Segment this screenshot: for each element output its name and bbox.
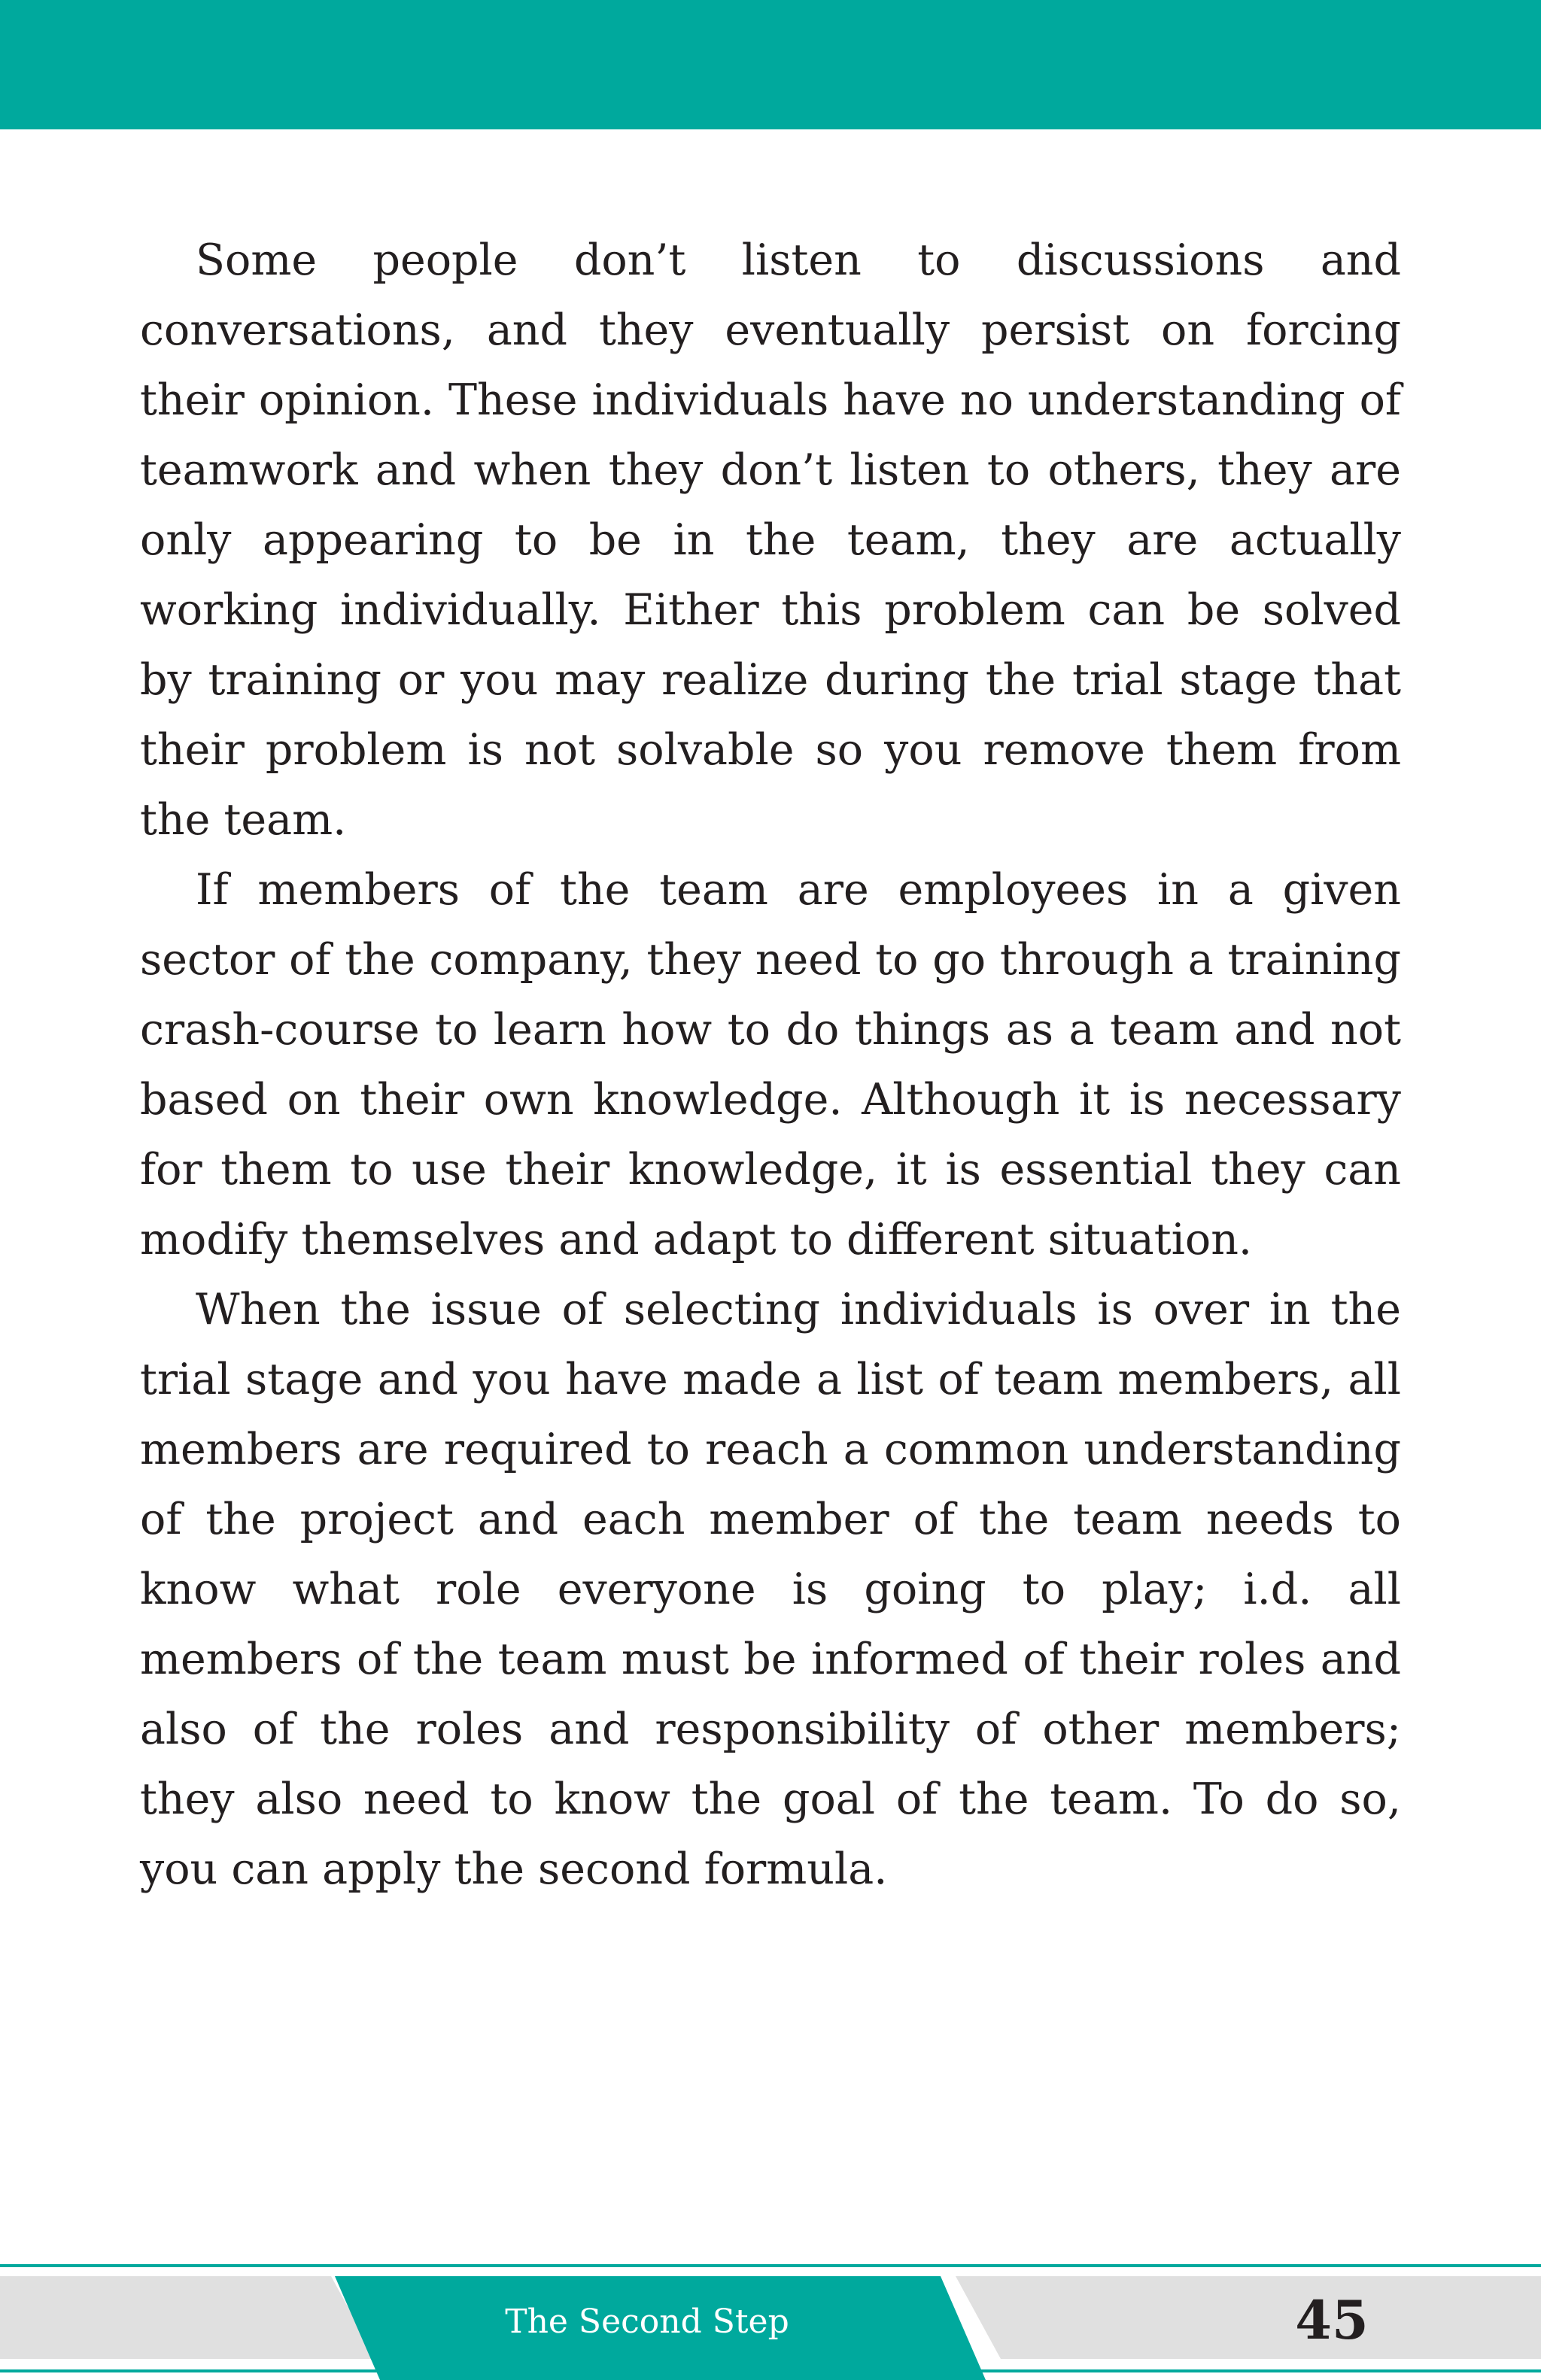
- chapter-title: The Second Step: [505, 2303, 789, 2341]
- header-color-band: [0, 0, 1541, 129]
- paragraph-2: If members of the team are employees in a given sector of the company, they need to go through a training crash-course to learn how to do things as a team and not based on their own knowledge. Although it is necessary for them to use their knowledge, it is essential they can modify themselves and adapt to different situation.: [140, 865, 1401, 1264]
- page-body: [140, 226, 1401, 1905]
- paragraph-1: Some people don’t listen to discussions and conversations, and they eventually persist on forcing their opinion. These individuals have no understanding of teamwork and when they don’t listen to others, they are only appearing to be in the team, they are actually working individually. Either this problem can be solved by training or you may realize during the trial stage that their problem is not solvable so you remove them from the team.: [140, 235, 1401, 845]
- page-number: 45: [1295, 2289, 1369, 2351]
- page-footer: [0, 2264, 1541, 2380]
- paragraph-3: When the issue of selecting individuals is over in the trial stage and you have made a list of team members, all members are required to reach a common understanding of the project and each member of the team needs to know what role everyone is going to play; i.d. all members of the team must be informed of their roles and also of the roles and responsibility of other members; they also need to know the goal of the team. To do so, you can apply the second formula.: [140, 1285, 1401, 1894]
